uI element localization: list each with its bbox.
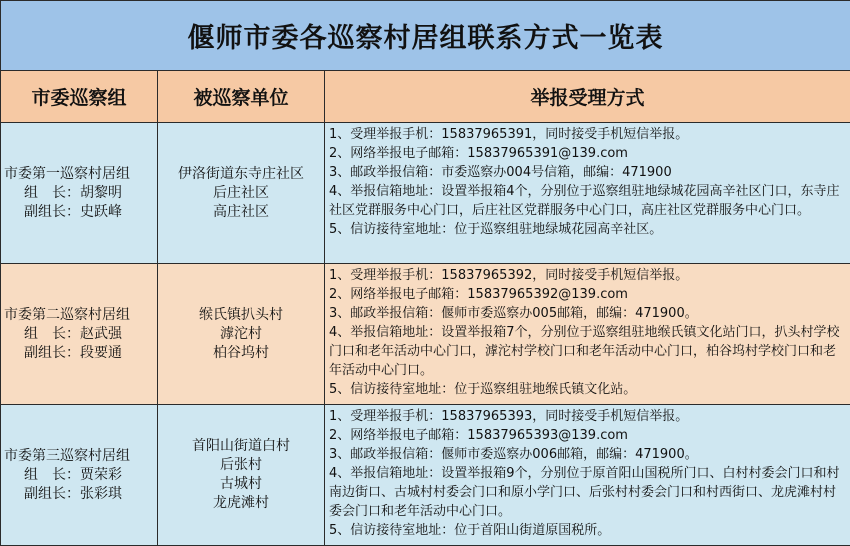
group-name: 市委第一巡察村居组: [4, 165, 157, 184]
method-email: 2、网络举报电子邮箱：15837965393@139.com: [329, 426, 846, 445]
header-row: [1, 71, 850, 123]
table-row: [1, 123, 850, 264]
unit-item: 高庄社区: [158, 203, 324, 222]
unit-item: 首阳山街道白村: [158, 437, 324, 456]
group-cell: [1, 264, 158, 405]
method-mailbox: 3、邮政举报信箱：偃师市委巡察办006邮箱，邮编：471900。: [329, 445, 846, 464]
table-row: [1, 264, 850, 405]
method-reception: 5、信访接待室地址：位于巡察组驻地绿城花园高辛社区。: [329, 220, 846, 239]
method-box-address: 4、举报信箱地址：设置举报箱9个，分别位于原首阳山国税所门口、白村村委会门口和村南边街口、古城村村委会门口和原小学门口、后张村村委会门口和村西街口、龙虎滩村村委会门口和老年活动中心门口。: [329, 464, 846, 521]
header-unit: 被巡察单位: [158, 71, 325, 123]
table-title: 偃师市委各巡察村居组联系方式一览表: [1, 1, 850, 71]
unit-item: 龙虎滩村: [158, 494, 324, 513]
method-phone: 1、受理举报手机：15837965391，同时接受手机短信举报。: [329, 125, 846, 144]
unit-item: 古城村: [158, 475, 324, 494]
unit-cell: [158, 123, 325, 264]
group-leader: 组 长：赵武强: [4, 325, 157, 344]
method-phone: 1、受理举报手机：15837965393，同时接受手机短信举报。: [329, 407, 846, 426]
unit-cell: [158, 264, 325, 405]
method-phone: 1、受理举报手机：15837965392，同时接受手机短信举报。: [329, 266, 846, 285]
unit-cell: [158, 405, 325, 546]
method-box-address: 4、举报信箱地址：设置举报箱7个，分别位于巡察组驻地缑氏镇文化站门口，扒头村学校门口和老年活动中心门口，滹沱村学校门口和老年活动中心门口，柏谷坞村学校门口和老年活动中心门口。: [329, 323, 846, 380]
group-name: 市委第三巡察村居组: [4, 447, 157, 466]
unit-item: 后庄社区: [158, 184, 324, 203]
method-reception: 5、信访接待室地址：位于首阳山街道原国税所。: [329, 521, 846, 540]
group-deputy: 副组长：段要通: [4, 344, 157, 363]
group-deputy: 副组长：张彩琪: [4, 485, 157, 504]
unit-item: 伊洛街道东寺庄社区: [158, 165, 324, 184]
method-cell: [325, 405, 850, 546]
header-group: 市委巡察组: [1, 71, 158, 123]
method-email: 2、网络举报电子邮箱：15837965392@139.com: [329, 285, 846, 304]
method-email: 2、网络举报电子邮箱：15837965391@139.com: [329, 144, 846, 163]
group-leader: 组 长：贾荣彩: [4, 466, 157, 485]
title-row: [1, 1, 850, 71]
unit-item: 滹沱村: [158, 325, 324, 344]
unit-item: 柏谷坞村: [158, 344, 324, 363]
method-box-address: 4、举报信箱地址：设置举报箱4个，分别位于巡察组驻地绿城花园高辛社区门口，东寺庄社区党群服务中心门口，后庄社区党群服务中心门口，高庄社区党群服务中心门口。: [329, 182, 846, 220]
header-method: 举报受理方式: [325, 71, 850, 123]
group-leader: 组 长：胡黎明: [4, 184, 157, 203]
group-cell: [1, 405, 158, 546]
method-mailbox: 3、邮政举报信箱：偃师市委巡察办005邮箱，邮编：471900。: [329, 304, 846, 323]
method-cell: [325, 123, 850, 264]
method-reception: 5、信访接待室地址：位于巡察组驻地缑氏镇文化站。: [329, 380, 846, 399]
method-cell: [325, 264, 850, 405]
group-name: 市委第二巡察村居组: [4, 306, 157, 325]
group-cell: [1, 123, 158, 264]
group-deputy: 副组长：史跃峰: [4, 203, 157, 222]
unit-item: 后张村: [158, 456, 324, 475]
unit-item: 缑氏镇扒头村: [158, 306, 324, 325]
table-row: [1, 405, 850, 546]
method-mailbox: 3、邮政举报信箱：市委巡察办004号信箱，邮编：471900: [329, 163, 846, 182]
